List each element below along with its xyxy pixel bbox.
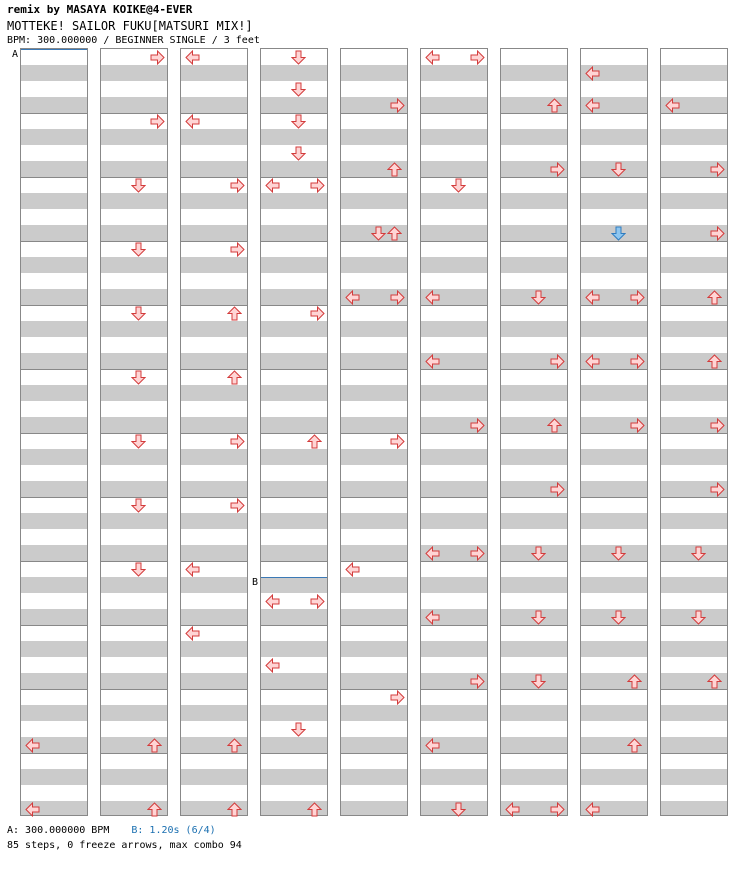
measure-line	[21, 241, 87, 242]
chart-column-8	[580, 48, 648, 816]
chart-column-6	[420, 48, 488, 816]
chart-column-5	[340, 48, 408, 816]
up-arrow-icon	[547, 98, 562, 113]
left-arrow-icon	[425, 354, 440, 369]
down-arrow-icon	[291, 114, 306, 129]
up-arrow-icon	[627, 674, 642, 689]
right-arrow-icon	[710, 226, 725, 241]
measure-line	[661, 369, 727, 370]
left-arrow-icon	[185, 626, 200, 641]
measure-line	[501, 241, 567, 242]
measure-line	[661, 625, 727, 626]
bpm-b-label: B: 1.20s (6/4)	[131, 825, 216, 836]
up-arrow-icon	[147, 802, 162, 817]
right-arrow-icon	[550, 802, 565, 817]
measure-line	[21, 305, 87, 306]
measure-line	[581, 753, 647, 754]
right-arrow-icon	[630, 290, 645, 305]
up-arrow-icon	[307, 434, 322, 449]
step-summary: 85 steps, 0 freeze arrows, max combo 94	[7, 840, 242, 851]
right-arrow-icon	[390, 98, 405, 113]
measure-line	[661, 561, 727, 562]
measure-line	[21, 625, 87, 626]
left-arrow-icon	[345, 562, 360, 577]
chart-info: BPM: 300.000000 / BEGINNER SINGLE / 3 feet	[7, 35, 260, 46]
measure-line	[581, 305, 647, 306]
bpm-change-line	[261, 577, 327, 578]
up-arrow-icon	[387, 226, 402, 241]
measure-line	[581, 497, 647, 498]
bpm-marker-label: B	[252, 577, 259, 588]
chart-column-2	[100, 48, 168, 816]
left-arrow-icon	[585, 802, 600, 817]
right-arrow-icon	[710, 418, 725, 433]
measure-line	[21, 497, 87, 498]
measure-line	[21, 753, 87, 754]
measure-line	[101, 689, 167, 690]
down-arrow-icon	[291, 82, 306, 97]
left-arrow-icon	[425, 290, 440, 305]
down-arrow-icon	[531, 290, 546, 305]
left-arrow-icon	[585, 290, 600, 305]
measure-line	[501, 369, 567, 370]
right-arrow-icon	[470, 418, 485, 433]
left-arrow-icon	[185, 50, 200, 65]
down-arrow-icon	[611, 610, 626, 625]
measure-line	[181, 753, 247, 754]
down-arrow-icon	[131, 306, 146, 321]
measure-line	[421, 625, 487, 626]
measure-line	[421, 689, 487, 690]
measure-line	[341, 305, 407, 306]
measure-line	[421, 113, 487, 114]
left-arrow-icon	[585, 98, 600, 113]
measure-line	[421, 369, 487, 370]
chart-column-9	[660, 48, 728, 816]
right-arrow-icon	[630, 418, 645, 433]
measure-line	[501, 753, 567, 754]
measure-line	[661, 753, 727, 754]
measure-line	[101, 753, 167, 754]
left-arrow-icon	[185, 562, 200, 577]
right-arrow-icon	[150, 50, 165, 65]
measure-line	[21, 113, 87, 114]
left-arrow-icon	[265, 594, 280, 609]
right-arrow-icon	[550, 162, 565, 177]
measure-line	[21, 177, 87, 178]
up-arrow-icon	[707, 354, 722, 369]
chart-column-7	[500, 48, 568, 816]
left-arrow-icon	[505, 802, 520, 817]
bpm-a-label: A: 300.000000 BPM	[7, 825, 110, 836]
down-arrow-icon	[131, 434, 146, 449]
down-arrow-icon	[531, 546, 546, 561]
down-arrow-icon	[291, 722, 306, 737]
down-arrow-icon	[531, 674, 546, 689]
measure-line	[261, 369, 327, 370]
up-arrow-icon	[387, 162, 402, 177]
measure-line	[101, 625, 167, 626]
chart-column-4	[252, 48, 328, 816]
left-arrow-icon	[425, 610, 440, 625]
left-arrow-icon	[425, 546, 440, 561]
down-arrow-icon	[531, 610, 546, 625]
right-arrow-icon	[710, 162, 725, 177]
measure-line	[261, 689, 327, 690]
up-arrow-icon	[227, 738, 242, 753]
measure-line	[341, 241, 407, 242]
right-arrow-icon	[470, 674, 485, 689]
up-arrow-icon	[227, 306, 242, 321]
measure-line	[341, 369, 407, 370]
measure-line	[421, 241, 487, 242]
right-arrow-icon	[390, 690, 405, 705]
left-arrow-icon	[425, 738, 440, 753]
right-arrow-icon	[150, 114, 165, 129]
left-arrow-icon	[585, 354, 600, 369]
down-arrow-icon	[291, 50, 306, 65]
right-arrow-icon	[470, 50, 485, 65]
measure-line	[21, 561, 87, 562]
measure-line	[581, 689, 647, 690]
measure-line	[581, 561, 647, 562]
measure-line	[501, 689, 567, 690]
measure-line	[661, 241, 727, 242]
measure-line	[661, 113, 727, 114]
left-arrow-icon	[585, 66, 600, 81]
right-arrow-icon	[230, 178, 245, 193]
right-arrow-icon	[230, 434, 245, 449]
up-arrow-icon	[227, 370, 242, 385]
measure-line	[581, 241, 647, 242]
measure-line	[661, 497, 727, 498]
right-arrow-icon	[710, 482, 725, 497]
measure-line	[661, 689, 727, 690]
chart-column-3	[180, 48, 248, 816]
measure-line	[21, 369, 87, 370]
measure-line	[581, 369, 647, 370]
up-arrow-icon	[707, 290, 722, 305]
left-arrow-icon	[185, 114, 200, 129]
measure-line	[21, 689, 87, 690]
down-arrow-icon	[451, 802, 466, 817]
left-arrow-icon	[665, 98, 680, 113]
measure-line	[581, 177, 647, 178]
left-arrow-icon	[25, 802, 40, 817]
right-arrow-icon	[390, 290, 405, 305]
measure-line	[421, 753, 487, 754]
up-arrow-icon	[227, 802, 242, 817]
right-arrow-icon	[550, 482, 565, 497]
measure-line	[661, 305, 727, 306]
chart-column-1	[12, 48, 88, 816]
left-arrow-icon	[265, 658, 280, 673]
measure-line	[661, 177, 727, 178]
right-arrow-icon	[310, 306, 325, 321]
measure-line	[501, 113, 567, 114]
measure-line	[341, 625, 407, 626]
bpm-legend	[7, 825, 216, 836]
down-arrow-icon	[291, 146, 306, 161]
bpm-change-line	[21, 49, 87, 50]
down-arrow-icon	[451, 178, 466, 193]
right-arrow-icon	[630, 354, 645, 369]
measure-line	[181, 689, 247, 690]
measure-line	[261, 241, 327, 242]
measure-line	[341, 497, 407, 498]
down-arrow-icon	[131, 562, 146, 577]
measure-line	[661, 433, 727, 434]
remix-credit: remix by MASAYA KOIKE@4-EVER	[7, 3, 193, 16]
up-arrow-icon	[547, 418, 562, 433]
down-arrow-icon	[691, 610, 706, 625]
right-arrow-icon	[390, 434, 405, 449]
measure-line	[261, 497, 327, 498]
measure-line	[421, 561, 487, 562]
down-arrow-icon	[371, 226, 386, 241]
down-arrow-icon	[611, 546, 626, 561]
up-arrow-icon	[307, 802, 322, 817]
up-arrow-icon	[707, 674, 722, 689]
measure-line	[501, 625, 567, 626]
up-arrow-icon	[627, 738, 642, 753]
measure-line	[501, 497, 567, 498]
down-arrow-icon	[131, 370, 146, 385]
up-arrow-icon	[147, 738, 162, 753]
right-arrow-icon	[550, 354, 565, 369]
song-title: MOTTEKE! SAILOR FUKU[MATSURI MIX!]	[7, 19, 253, 33]
measure-line	[421, 433, 487, 434]
down-arrow-icon	[131, 178, 146, 193]
bpm-marker-label: A	[12, 49, 19, 60]
left-arrow-icon	[265, 178, 280, 193]
measure-line	[261, 625, 327, 626]
right-arrow-icon	[310, 178, 325, 193]
down-arrow-icon	[131, 242, 146, 257]
down-arrow-icon	[611, 226, 626, 241]
right-arrow-icon	[310, 594, 325, 609]
left-arrow-icon	[25, 738, 40, 753]
down-arrow-icon	[691, 546, 706, 561]
measure-line	[261, 753, 327, 754]
measure-line	[341, 113, 407, 114]
measure-line	[581, 433, 647, 434]
down-arrow-icon	[611, 162, 626, 177]
measure-line	[21, 433, 87, 434]
right-arrow-icon	[470, 546, 485, 561]
right-arrow-icon	[230, 242, 245, 257]
left-arrow-icon	[425, 50, 440, 65]
measure-line	[341, 753, 407, 754]
measure-line	[501, 433, 567, 434]
measure-line	[261, 561, 327, 562]
measure-line	[421, 305, 487, 306]
measure-line	[501, 305, 567, 306]
left-arrow-icon	[345, 290, 360, 305]
measure-line	[421, 497, 487, 498]
measure-line	[341, 177, 407, 178]
measure-line	[581, 113, 647, 114]
measure-line	[501, 561, 567, 562]
down-arrow-icon	[131, 498, 146, 513]
measure-line	[501, 177, 567, 178]
right-arrow-icon	[230, 498, 245, 513]
measure-line	[581, 625, 647, 626]
